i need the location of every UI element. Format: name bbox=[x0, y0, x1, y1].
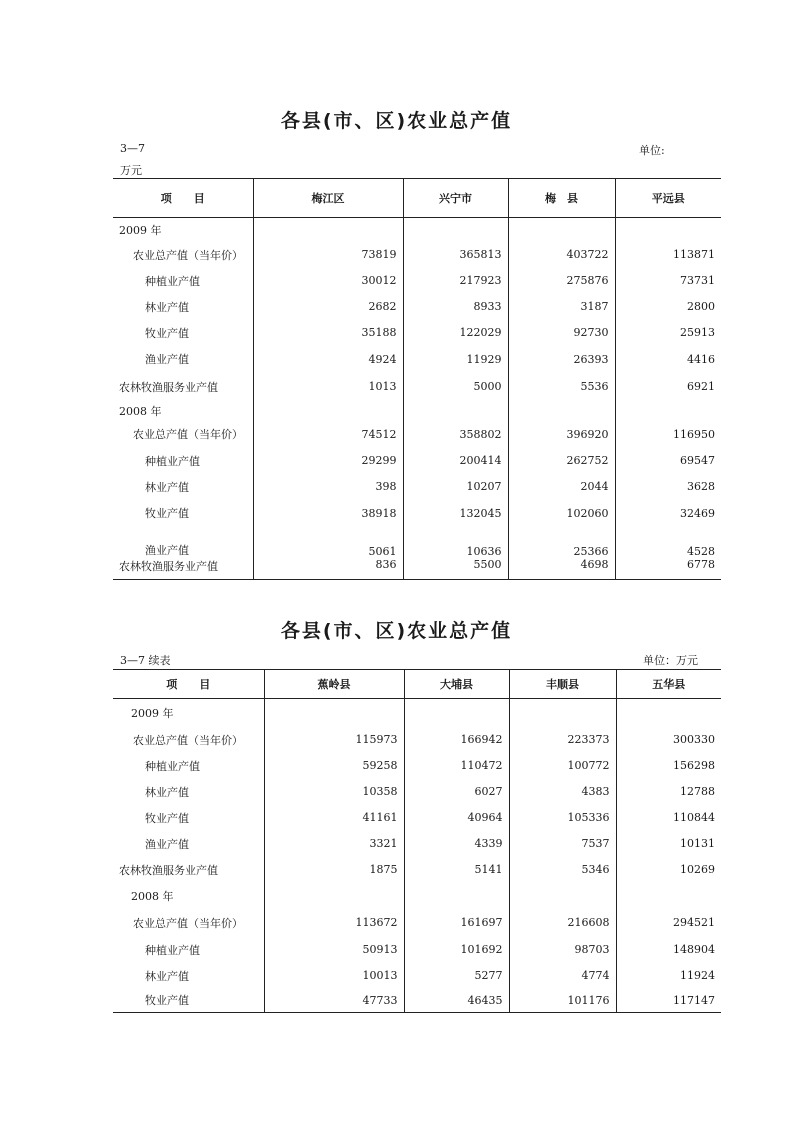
cell: 10636 bbox=[403, 527, 508, 558]
cell: 40964 bbox=[404, 805, 509, 831]
cell: 10131 bbox=[616, 831, 721, 857]
cell bbox=[264, 883, 404, 909]
cell: 223373 bbox=[509, 727, 616, 753]
cell: 113672 bbox=[264, 909, 404, 937]
cell bbox=[508, 401, 615, 421]
table2-unit-label: 单位：万元 bbox=[643, 654, 698, 667]
cell bbox=[403, 218, 508, 242]
table1 bbox=[113, 178, 721, 580]
cell: 4698 bbox=[508, 558, 615, 580]
row-label: 农林牧渔服务业产值 bbox=[119, 380, 218, 394]
table-row bbox=[113, 218, 721, 242]
cell: 262752 bbox=[508, 448, 615, 474]
table2-header-item: 项 目 bbox=[113, 670, 264, 699]
cell: 116950 bbox=[615, 421, 721, 448]
cell: 156298 bbox=[616, 753, 721, 779]
table-row bbox=[113, 558, 721, 580]
cell bbox=[253, 401, 403, 421]
row-label: 农业总产值（当年价） bbox=[133, 916, 243, 930]
cell: 100772 bbox=[509, 753, 616, 779]
cell: 29299 bbox=[253, 448, 403, 474]
cell: 4528 bbox=[615, 527, 721, 558]
cell: 113871 bbox=[615, 242, 721, 268]
table-row bbox=[113, 857, 721, 883]
cell: 3187 bbox=[508, 294, 615, 320]
cell: 46435 bbox=[404, 989, 509, 1013]
cell: 10207 bbox=[403, 474, 508, 500]
table-row bbox=[113, 421, 721, 448]
cell: 10358 bbox=[264, 779, 404, 805]
cell: 102060 bbox=[508, 500, 615, 527]
table2-code: 3—7 续表 bbox=[120, 654, 171, 667]
table-row bbox=[113, 448, 721, 474]
cell bbox=[253, 218, 403, 242]
cell: 69547 bbox=[615, 448, 721, 474]
table-row bbox=[113, 346, 721, 373]
table-row bbox=[113, 909, 721, 937]
cell: 836 bbox=[253, 558, 403, 580]
row-label: 农业总产值（当年价） bbox=[133, 428, 243, 441]
cell: 59258 bbox=[264, 753, 404, 779]
cell: 358802 bbox=[403, 421, 508, 448]
cell bbox=[616, 883, 721, 909]
row-label: 渔业产值 bbox=[145, 837, 189, 851]
row-label: 种植业产值 bbox=[145, 759, 200, 773]
row-label: 林业产值 bbox=[145, 969, 189, 983]
cell: 11929 bbox=[403, 346, 508, 373]
table1-unit-value: 万元 bbox=[120, 164, 142, 177]
cell: 115973 bbox=[264, 727, 404, 753]
cell: 5000 bbox=[403, 373, 508, 401]
cell bbox=[616, 699, 721, 727]
cell: 12788 bbox=[616, 779, 721, 805]
cell: 132045 bbox=[403, 500, 508, 527]
row-label: 2009 年 bbox=[131, 706, 174, 720]
cell: 5346 bbox=[509, 857, 616, 883]
row-label: 渔业产值 bbox=[145, 353, 189, 366]
cell: 4339 bbox=[404, 831, 509, 857]
cell bbox=[615, 218, 721, 242]
table-row bbox=[113, 500, 721, 527]
row-label: 2009 年 bbox=[119, 223, 162, 237]
table2-title: 各县(市、区)农业总产值 bbox=[280, 620, 513, 642]
row-label: 牧业产值 bbox=[145, 507, 189, 520]
cell: 5277 bbox=[404, 963, 509, 989]
cell: 2800 bbox=[615, 294, 721, 320]
row-label: 农业总产值（当年价） bbox=[133, 248, 243, 262]
table1-header-meijiang: 梅江区 bbox=[253, 179, 403, 218]
row-label: 林业产值 bbox=[145, 300, 189, 314]
table-row bbox=[113, 527, 721, 558]
table-row bbox=[113, 779, 721, 805]
cell: 5500 bbox=[403, 558, 508, 580]
table1-header-meixian: 梅 县 bbox=[508, 179, 615, 218]
table-row bbox=[113, 268, 721, 294]
cell: 73819 bbox=[253, 242, 403, 268]
cell: 166942 bbox=[404, 727, 509, 753]
table-row bbox=[113, 883, 721, 909]
cell: 10013 bbox=[264, 963, 404, 989]
table-row bbox=[113, 242, 721, 268]
cell: 92730 bbox=[508, 320, 615, 346]
table2 bbox=[113, 669, 721, 1013]
row-label: 种植业产值 bbox=[145, 943, 200, 957]
cell: 47733 bbox=[264, 989, 404, 1013]
cell: 74512 bbox=[253, 421, 403, 448]
row-label: 2008 年 bbox=[131, 889, 174, 903]
table1-header-xingning: 兴宁市 bbox=[403, 179, 508, 218]
cell: 8933 bbox=[403, 294, 508, 320]
table-row bbox=[113, 373, 721, 401]
cell: 50913 bbox=[264, 937, 404, 963]
cell bbox=[509, 883, 616, 909]
cell: 98703 bbox=[509, 937, 616, 963]
cell: 73731 bbox=[615, 268, 721, 294]
cell: 1013 bbox=[253, 373, 403, 401]
cell bbox=[404, 883, 509, 909]
cell bbox=[508, 218, 615, 242]
cell: 6027 bbox=[404, 779, 509, 805]
cell: 117147 bbox=[616, 989, 721, 1013]
cell: 11924 bbox=[616, 963, 721, 989]
table-row bbox=[113, 753, 721, 779]
table1-header-row bbox=[113, 179, 721, 218]
table-row bbox=[113, 937, 721, 963]
cell: 110472 bbox=[404, 753, 509, 779]
cell: 398 bbox=[253, 474, 403, 500]
table2-header-row bbox=[113, 670, 721, 699]
cell: 365813 bbox=[403, 242, 508, 268]
row-label: 农业总产值（当年价） bbox=[133, 733, 243, 747]
table-row bbox=[113, 474, 721, 500]
table-row bbox=[113, 727, 721, 753]
cell: 101692 bbox=[404, 937, 509, 963]
cell: 3628 bbox=[615, 474, 721, 500]
cell: 4774 bbox=[509, 963, 616, 989]
cell: 275876 bbox=[508, 268, 615, 294]
cell: 3321 bbox=[264, 831, 404, 857]
table1-header-pingyuan: 平远县 bbox=[615, 179, 721, 218]
table-row bbox=[113, 401, 721, 421]
row-label: 牧业产值 bbox=[145, 326, 189, 340]
cell: 4924 bbox=[253, 346, 403, 373]
table2-header-jiaoling: 蕉岭县 bbox=[264, 670, 404, 699]
table1-code: 3—7 bbox=[120, 142, 145, 155]
cell bbox=[615, 401, 721, 421]
cell: 35188 bbox=[253, 320, 403, 346]
cell: 396920 bbox=[508, 421, 615, 448]
cell: 110844 bbox=[616, 805, 721, 831]
cell: 403722 bbox=[508, 242, 615, 268]
cell: 26393 bbox=[508, 346, 615, 373]
table-row bbox=[113, 699, 721, 727]
table-row bbox=[113, 320, 721, 346]
table1-title: 各县(市、区)农业总产值 bbox=[280, 110, 513, 132]
cell: 122029 bbox=[403, 320, 508, 346]
cell: 41161 bbox=[264, 805, 404, 831]
cell: 32469 bbox=[615, 500, 721, 527]
cell: 5141 bbox=[404, 857, 509, 883]
cell: 25366 bbox=[508, 527, 615, 558]
row-label: 农林牧渔服务业产值 bbox=[113, 558, 253, 580]
table-row bbox=[113, 294, 721, 320]
cell: 4383 bbox=[509, 779, 616, 805]
cell: 200414 bbox=[403, 448, 508, 474]
table-row bbox=[113, 831, 721, 857]
cell: 2044 bbox=[508, 474, 615, 500]
cell: 5536 bbox=[508, 373, 615, 401]
table-row bbox=[113, 963, 721, 989]
table-row bbox=[113, 989, 721, 1013]
table1-unit-label: 单位: bbox=[639, 144, 665, 157]
cell: 294521 bbox=[616, 909, 721, 937]
cell: 2682 bbox=[253, 294, 403, 320]
cell: 161697 bbox=[404, 909, 509, 937]
cell: 1875 bbox=[264, 857, 404, 883]
cell: 25913 bbox=[615, 320, 721, 346]
table-row bbox=[113, 805, 721, 831]
cell bbox=[403, 401, 508, 421]
cell bbox=[264, 699, 404, 727]
table2-header-fengshun: 丰顺县 bbox=[509, 670, 616, 699]
cell: 6921 bbox=[615, 373, 721, 401]
cell: 217923 bbox=[403, 268, 508, 294]
row-label: 2008 年 bbox=[119, 404, 162, 418]
cell: 38918 bbox=[253, 500, 403, 527]
cell: 7537 bbox=[509, 831, 616, 857]
cell: 10269 bbox=[616, 857, 721, 883]
cell: 105336 bbox=[509, 805, 616, 831]
row-label: 种植业产值 bbox=[145, 454, 200, 468]
row-label: 牧业产值 bbox=[113, 989, 264, 1013]
cell: 6778 bbox=[615, 558, 721, 580]
row-label: 林业产值 bbox=[145, 480, 189, 494]
cell: 101176 bbox=[509, 989, 616, 1013]
table1-header-item: 项 目 bbox=[113, 179, 253, 218]
cell: 148904 bbox=[616, 937, 721, 963]
cell: 5061 bbox=[253, 527, 403, 558]
cell: 216608 bbox=[509, 909, 616, 937]
table2-header-dabu: 大埔县 bbox=[404, 670, 509, 699]
row-label: 牧业产值 bbox=[145, 811, 189, 825]
row-label: 农林牧渔服务业产值 bbox=[119, 863, 218, 877]
row-label: 林业产值 bbox=[145, 785, 189, 799]
row-label: 种植业产值 bbox=[145, 274, 200, 288]
cell: 300330 bbox=[616, 727, 721, 753]
row-label: 渔业产值 bbox=[145, 543, 189, 557]
cell: 4416 bbox=[615, 346, 721, 373]
cell: 30012 bbox=[253, 268, 403, 294]
cell bbox=[404, 699, 509, 727]
table2-header-wuhua: 五华县 bbox=[616, 670, 721, 699]
cell bbox=[509, 699, 616, 727]
